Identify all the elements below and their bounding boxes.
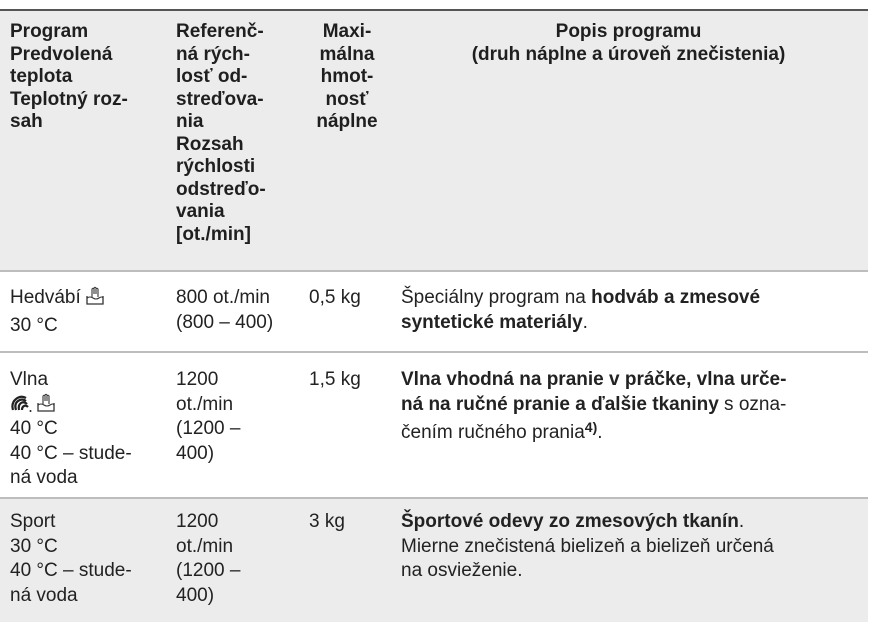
max-load-cell: 0,5 kg — [309, 287, 361, 308]
description-cell: Športové odevy zo zmesových tkanín. Mierne znečistená bielizeň a bielizeň určená na osvieženie. — [401, 511, 774, 581]
header-program: Program Predvolená teplota Teplotný roz- sah — [10, 21, 128, 132]
program-cell: Vlna 40 °C 40 °C – stude- ná voda — [10, 369, 132, 488]
program-cell: Sport 30 °C 40 °C – stude- ná voda — [10, 511, 132, 606]
description-cell: Špeciálny program na hodváb a zmesové syntetické materiály. — [401, 287, 761, 333]
table-row — [0, 353, 868, 497]
handwash-icon — [36, 393, 56, 421]
header-spin-speed: Referenč- ná rých- losť od- streďova- nia Rozsah rýchlosti odstreďo- vania [ot./min] — [176, 21, 266, 245]
table-row — [0, 499, 868, 622]
spin-speed-cell: 800 ot./min (800 – 400) — [176, 287, 274, 333]
table-row — [0, 271, 868, 351]
handwash-icon — [85, 286, 105, 314]
description-cell: Vlna vhodná na pranie v práčke, vlna urče- ná na ručné pranie a ďalšie tkaniny s ozna- čením ručného prania$^{4)}$. — [401, 369, 787, 443]
header-description: Popis programu (druh náplne a úroveň znečistenia) — [471, 21, 786, 65]
max-load-cell: 1,5 kg — [309, 369, 361, 390]
header-max-load: Maxi- málna hmot- nosť náplne — [316, 21, 378, 132]
program-cell: Hedvábí 30 °C — [10, 286, 168, 338]
max-load-cell: 3 kg — [309, 511, 345, 532]
spin-speed-cell: 1200 ot./min (1200 – 400) — [176, 511, 241, 606]
woolmark-icon — [10, 393, 32, 421]
spin-speed-cell: 1200 ot./min (1200 – 400) — [176, 369, 241, 464]
table-header-row — [0, 11, 868, 270]
